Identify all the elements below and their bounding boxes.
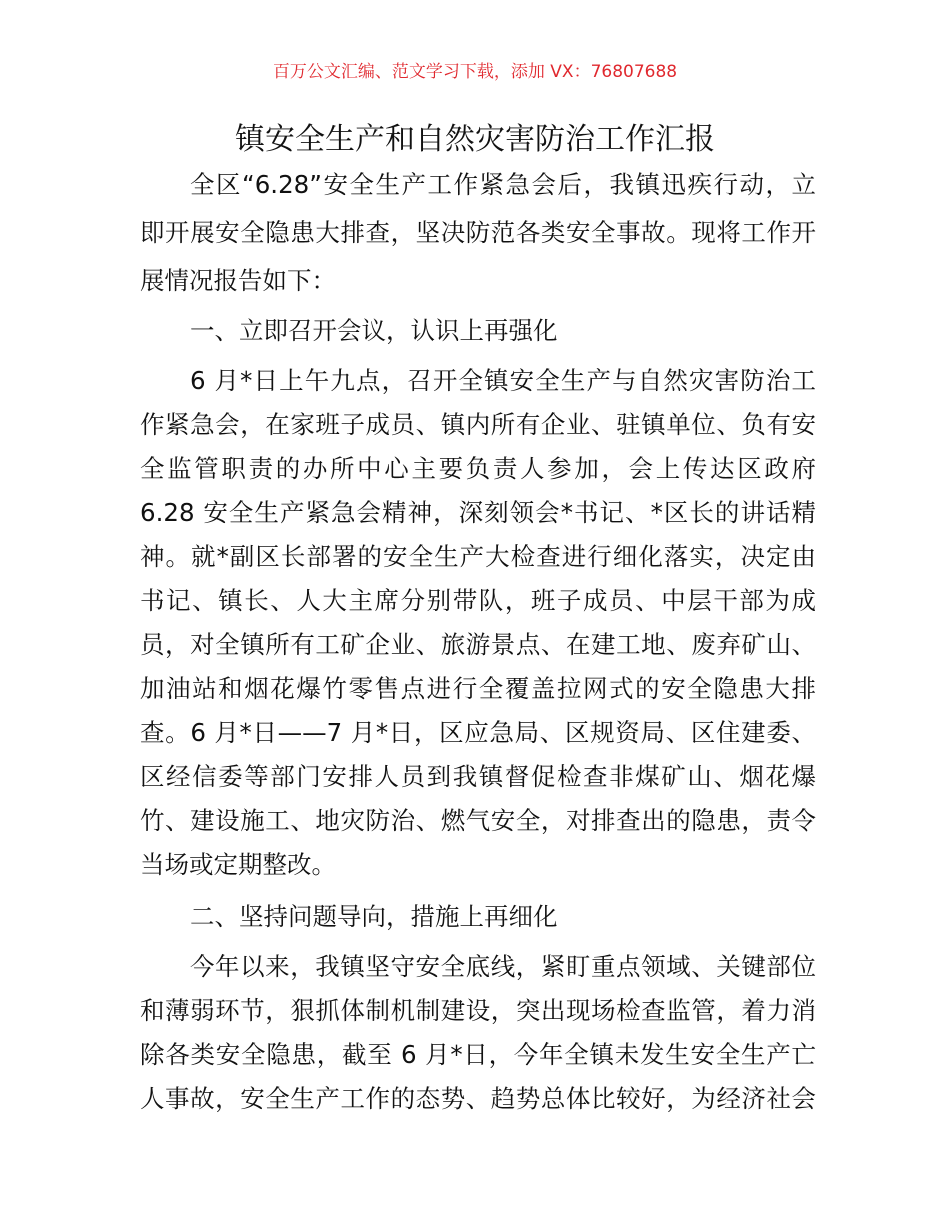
text-line: 人事故，安全生产工作的态势、趋势总体比较好，为经济社会 [140, 1084, 816, 1113]
intro-paragraph [140, 161, 816, 305]
text-line: 当场或定期整改。 [140, 850, 336, 879]
text-line: 神。就*副区长部署的安全生产大检查进行细化落实，决定由 [140, 542, 816, 571]
section-heading-2: 二、坚持问题导向，措施上再细化 [190, 902, 558, 931]
text-line: 展情况报告如下： [140, 266, 336, 295]
text-line: 即开展安全隐患大排查，坚决防范各类安全事故。现将工作开 [140, 218, 816, 247]
text-line: 除各类安全隐患，截至 6 月*日，今年全镇未发生安全生产亡 [140, 1040, 816, 1069]
text-line: 员，对全镇所有工矿企业、旅游景点、在建工地、废弃矿山、 [140, 630, 816, 659]
text-line: 查。6 月*日——7 月*日，区应急局、区规资局、区住建委、 [140, 718, 816, 747]
section-2-paragraph [140, 945, 816, 1121]
text-line: 6.28 安全生产紧急会精神，深刻领会*书记、*区长的讲话精 [140, 498, 816, 527]
section-1-paragraph [140, 359, 816, 887]
text-line: 6 月*日上午九点，召开全镇安全生产与自然灾害防治工 [190, 366, 816, 395]
watermark-banner: 百万公文汇编、范文学习下载，添加 VX：76807688 [272, 62, 678, 82]
text-line: 竹、建设施工、地灾防治、燃气安全，对排查出的隐患，责令 [140, 806, 816, 835]
text-line: 书记、镇长、人大主席分别带队，班子成员、中层干部为成 [140, 586, 816, 615]
text-line: 全监管职责的办所中心主要负责人参加，会上传达区政府 [140, 454, 816, 483]
text-line: 区经信委等部门安排人员到我镇督促检查非煤矿山、烟花爆 [140, 762, 816, 791]
text-line: 今年以来，我镇坚守安全底线，紧盯重点领域、关键部位 [190, 952, 816, 981]
text-line: 加油站和烟花爆竹零售点进行全覆盖拉网式的安全隐患大排 [140, 674, 816, 703]
text-line: 全区“6.28”安全生产工作紧急会后，我镇迅疾行动，立 [190, 170, 816, 199]
text-line: 作紧急会，在家班子成员、镇内所有企业、驻镇单位、负有安 [140, 410, 816, 439]
text-line: 和薄弱环节，狠抓体制机制建设，突出现场检查监管，着力消 [140, 996, 816, 1025]
document-title: 镇安全生产和自然灾害防治工作汇报 [235, 122, 715, 157]
section-heading-1: 一、立即召开会议，认识上再强化 [190, 316, 558, 345]
